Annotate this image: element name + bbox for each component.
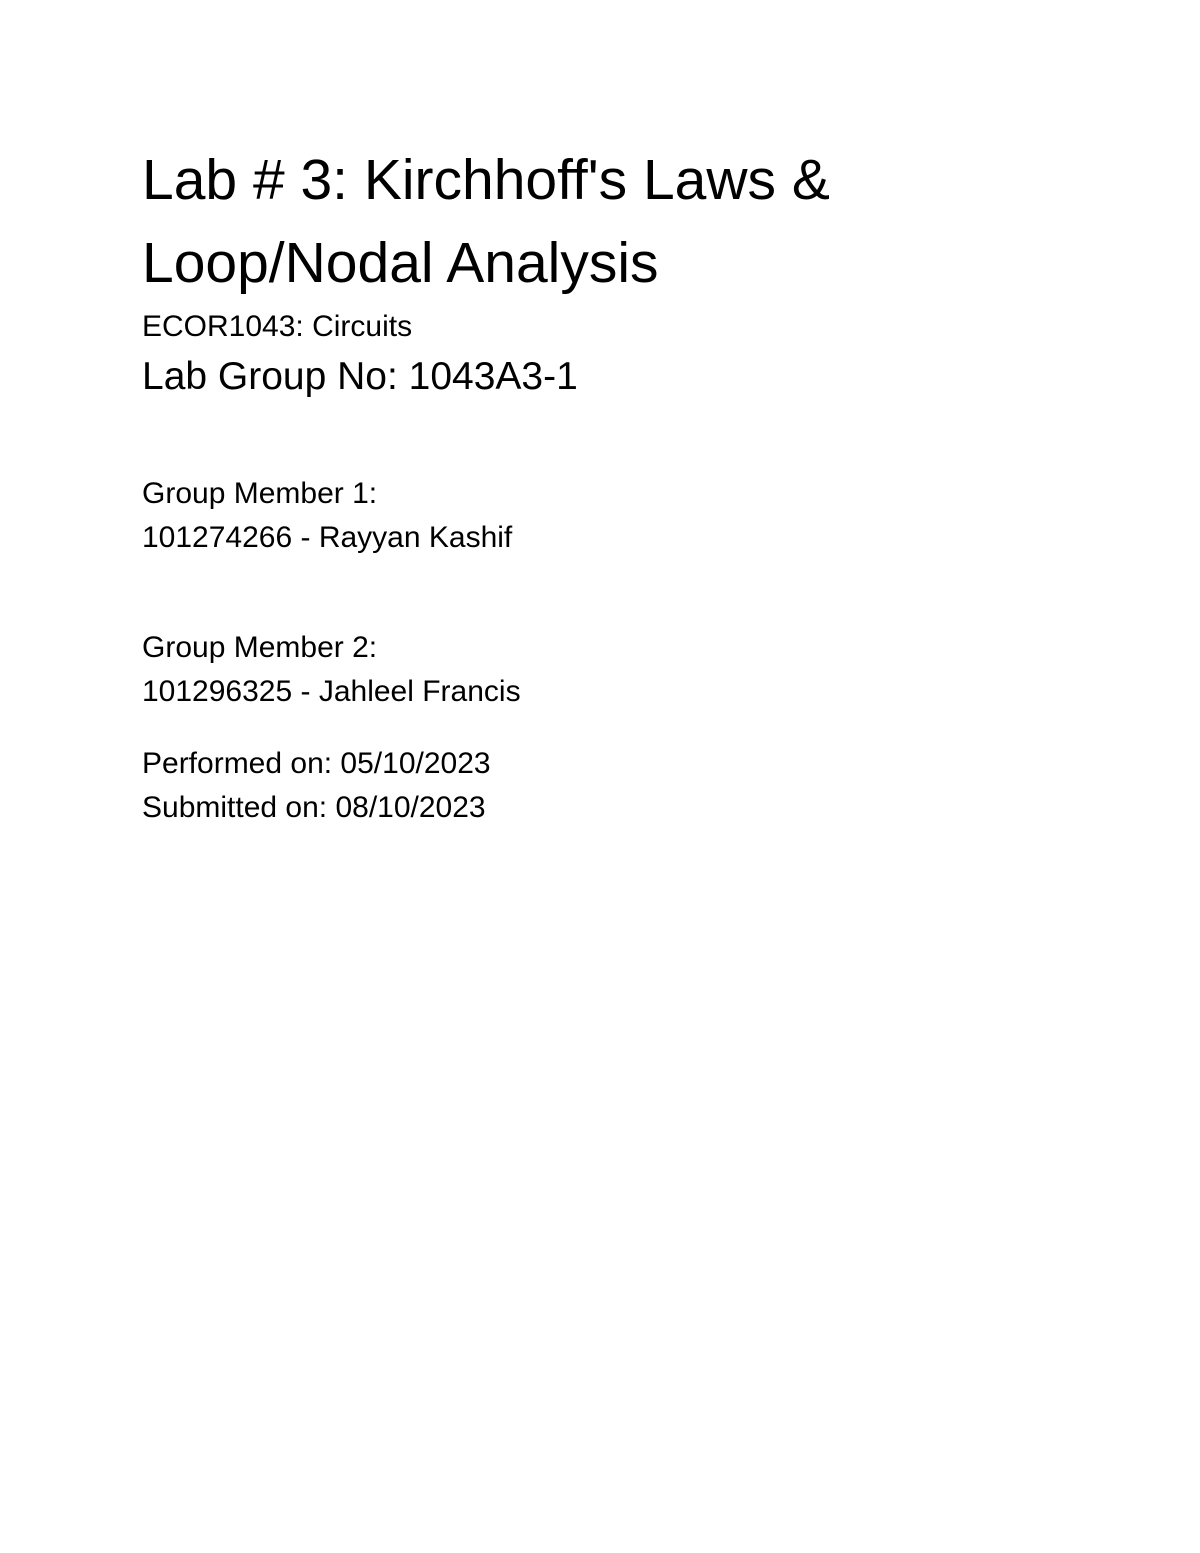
group-member-2-label: Group Member 2: — [142, 631, 378, 664]
report-title-line-2: Loop/Nodal Analysis — [142, 231, 659, 295]
performed-date: Performed on: 05/10/2023 — [142, 747, 491, 780]
report-title-line-1: Lab # 3: Kirchhoff's Laws & — [142, 148, 830, 212]
group-member-1-name: 101274266 - Rayyan Kashif — [142, 521, 513, 554]
submitted-date: Submitted on: 08/10/2023 — [142, 791, 486, 824]
group-member-1-label: Group Member 1: — [142, 477, 378, 510]
course-name: ECOR1043: Circuits — [142, 310, 413, 343]
lab-group-number: Lab Group No: 1043A3-1 — [142, 355, 578, 398]
group-member-2-name: 101296325 - Jahleel Francis — [142, 675, 521, 708]
